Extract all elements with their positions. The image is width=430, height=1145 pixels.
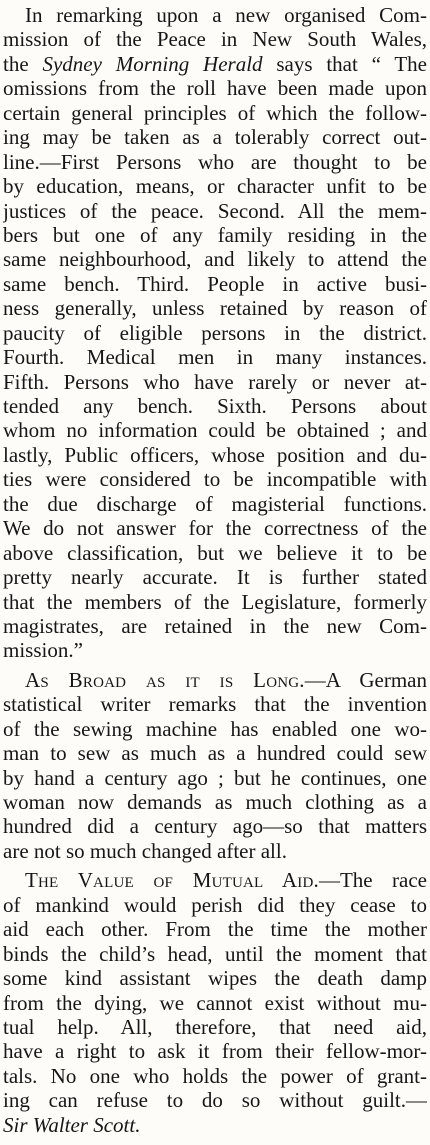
text-line: woman now demands as much clothing as a (3, 790, 427, 814)
text-line: ness generally, unless retained by reason of (3, 296, 427, 321)
text-line: certain general principles of which the follow- (3, 100, 427, 125)
text-line-with-heading (3, 668, 427, 692)
section-heading: As Broad as it is Long. (25, 667, 305, 692)
text-line: are not so much changed after all. (3, 838, 287, 863)
text-line: Fourth. Medical men in many instances. (3, 345, 427, 370)
text-line: pretty nearly accurate. It is further stated (3, 565, 427, 590)
text-line: mission.” (3, 638, 83, 663)
heading-continuation: —The race (318, 868, 427, 893)
text-line: lastly, Public officers, whose position and du- (3, 442, 427, 467)
text-line: In remarking upon a new organised Com- (25, 3, 427, 27)
commission-paragraph (3, 3, 427, 663)
text-line: same neighbourhood, and likely to attend the (3, 247, 427, 272)
text-line: some kind assistant wipes the death damp (3, 966, 427, 991)
text-line: ing may be taken as a tolerably correct out- (3, 125, 427, 150)
text-line: hundred did a century ago—so that matters (3, 814, 427, 839)
text-line: omissions from the roll have been made upon (3, 76, 427, 101)
section-heading: The Value of Mutual Aid. (25, 868, 319, 893)
text-line: mission of the Peace in New South Wales, (3, 27, 427, 52)
line-suffix: says that “ The (262, 51, 427, 76)
text-line: aid each other. From the time the mother (3, 917, 427, 942)
text-line: of the sewing machine has enabled one wo- (3, 716, 427, 741)
text-line: ing can refuse to do so without guilt.— (3, 1088, 427, 1113)
text-line: tual help. All, therefore, that need aid, (3, 1014, 427, 1039)
text-line: man to sew as much as a hundred could sew (3, 741, 427, 766)
broad-as-long-paragraph (3, 668, 427, 864)
newspaper-name: Sydney Morning Herald (42, 51, 263, 76)
attribution: Sir Walter Scott. (3, 1112, 141, 1137)
text-line: bers but one of any family residing in the (3, 222, 427, 247)
text-line: tended any bench. Sixth. Persons about (3, 394, 427, 418)
text-line: whom no information could be obtained ; and (3, 418, 427, 443)
text-line: by education, means, or character unfit to be (3, 174, 427, 199)
text-line: the due discharge of magisterial functions. (3, 491, 427, 516)
text-line-with-italic (3, 52, 427, 76)
text-line: from the dying, we cannot exist without mu- (3, 990, 427, 1015)
mutual-aid-paragraph (3, 868, 427, 1137)
text-line: line.—First Persons who are thought to be (3, 149, 427, 174)
text-line: paucity of eligible persons in the district. (3, 320, 427, 345)
text-line: have a right to ask it from their fellow-mor- (3, 1039, 427, 1064)
text-line: statistical writer remarks that the invention (3, 692, 427, 717)
text-line: We do not answer for the correctness of the (3, 516, 427, 541)
text-line: that the members of the Legislature, formerly (3, 589, 427, 614)
text-line-with-heading (3, 868, 427, 892)
text-line: tals. No one who holds the power of grant- (3, 1063, 427, 1088)
text-line: above classification, but we believe it to be (3, 540, 427, 565)
text-line: magistrates, are retained in the new Com- (3, 613, 427, 638)
heading-continuation: —A German (304, 667, 427, 692)
text-line: justices of the peace. Second. All the mem- (3, 198, 427, 223)
text-line: ties were considered to be incompatible with (3, 467, 427, 492)
text-line: same bench. Third. People in active busi- (3, 271, 427, 296)
text-line: by hand a century ago ; but he continues, one (3, 765, 427, 790)
line-prefix: the (3, 51, 43, 76)
attribution-line (3, 1113, 427, 1137)
text-line: binds the child’s head, until the moment that (3, 941, 427, 966)
text-line: of mankind would perish did they cease to (3, 892, 427, 917)
text-line: Fifth. Persons who have rarely or never at- (3, 369, 427, 394)
